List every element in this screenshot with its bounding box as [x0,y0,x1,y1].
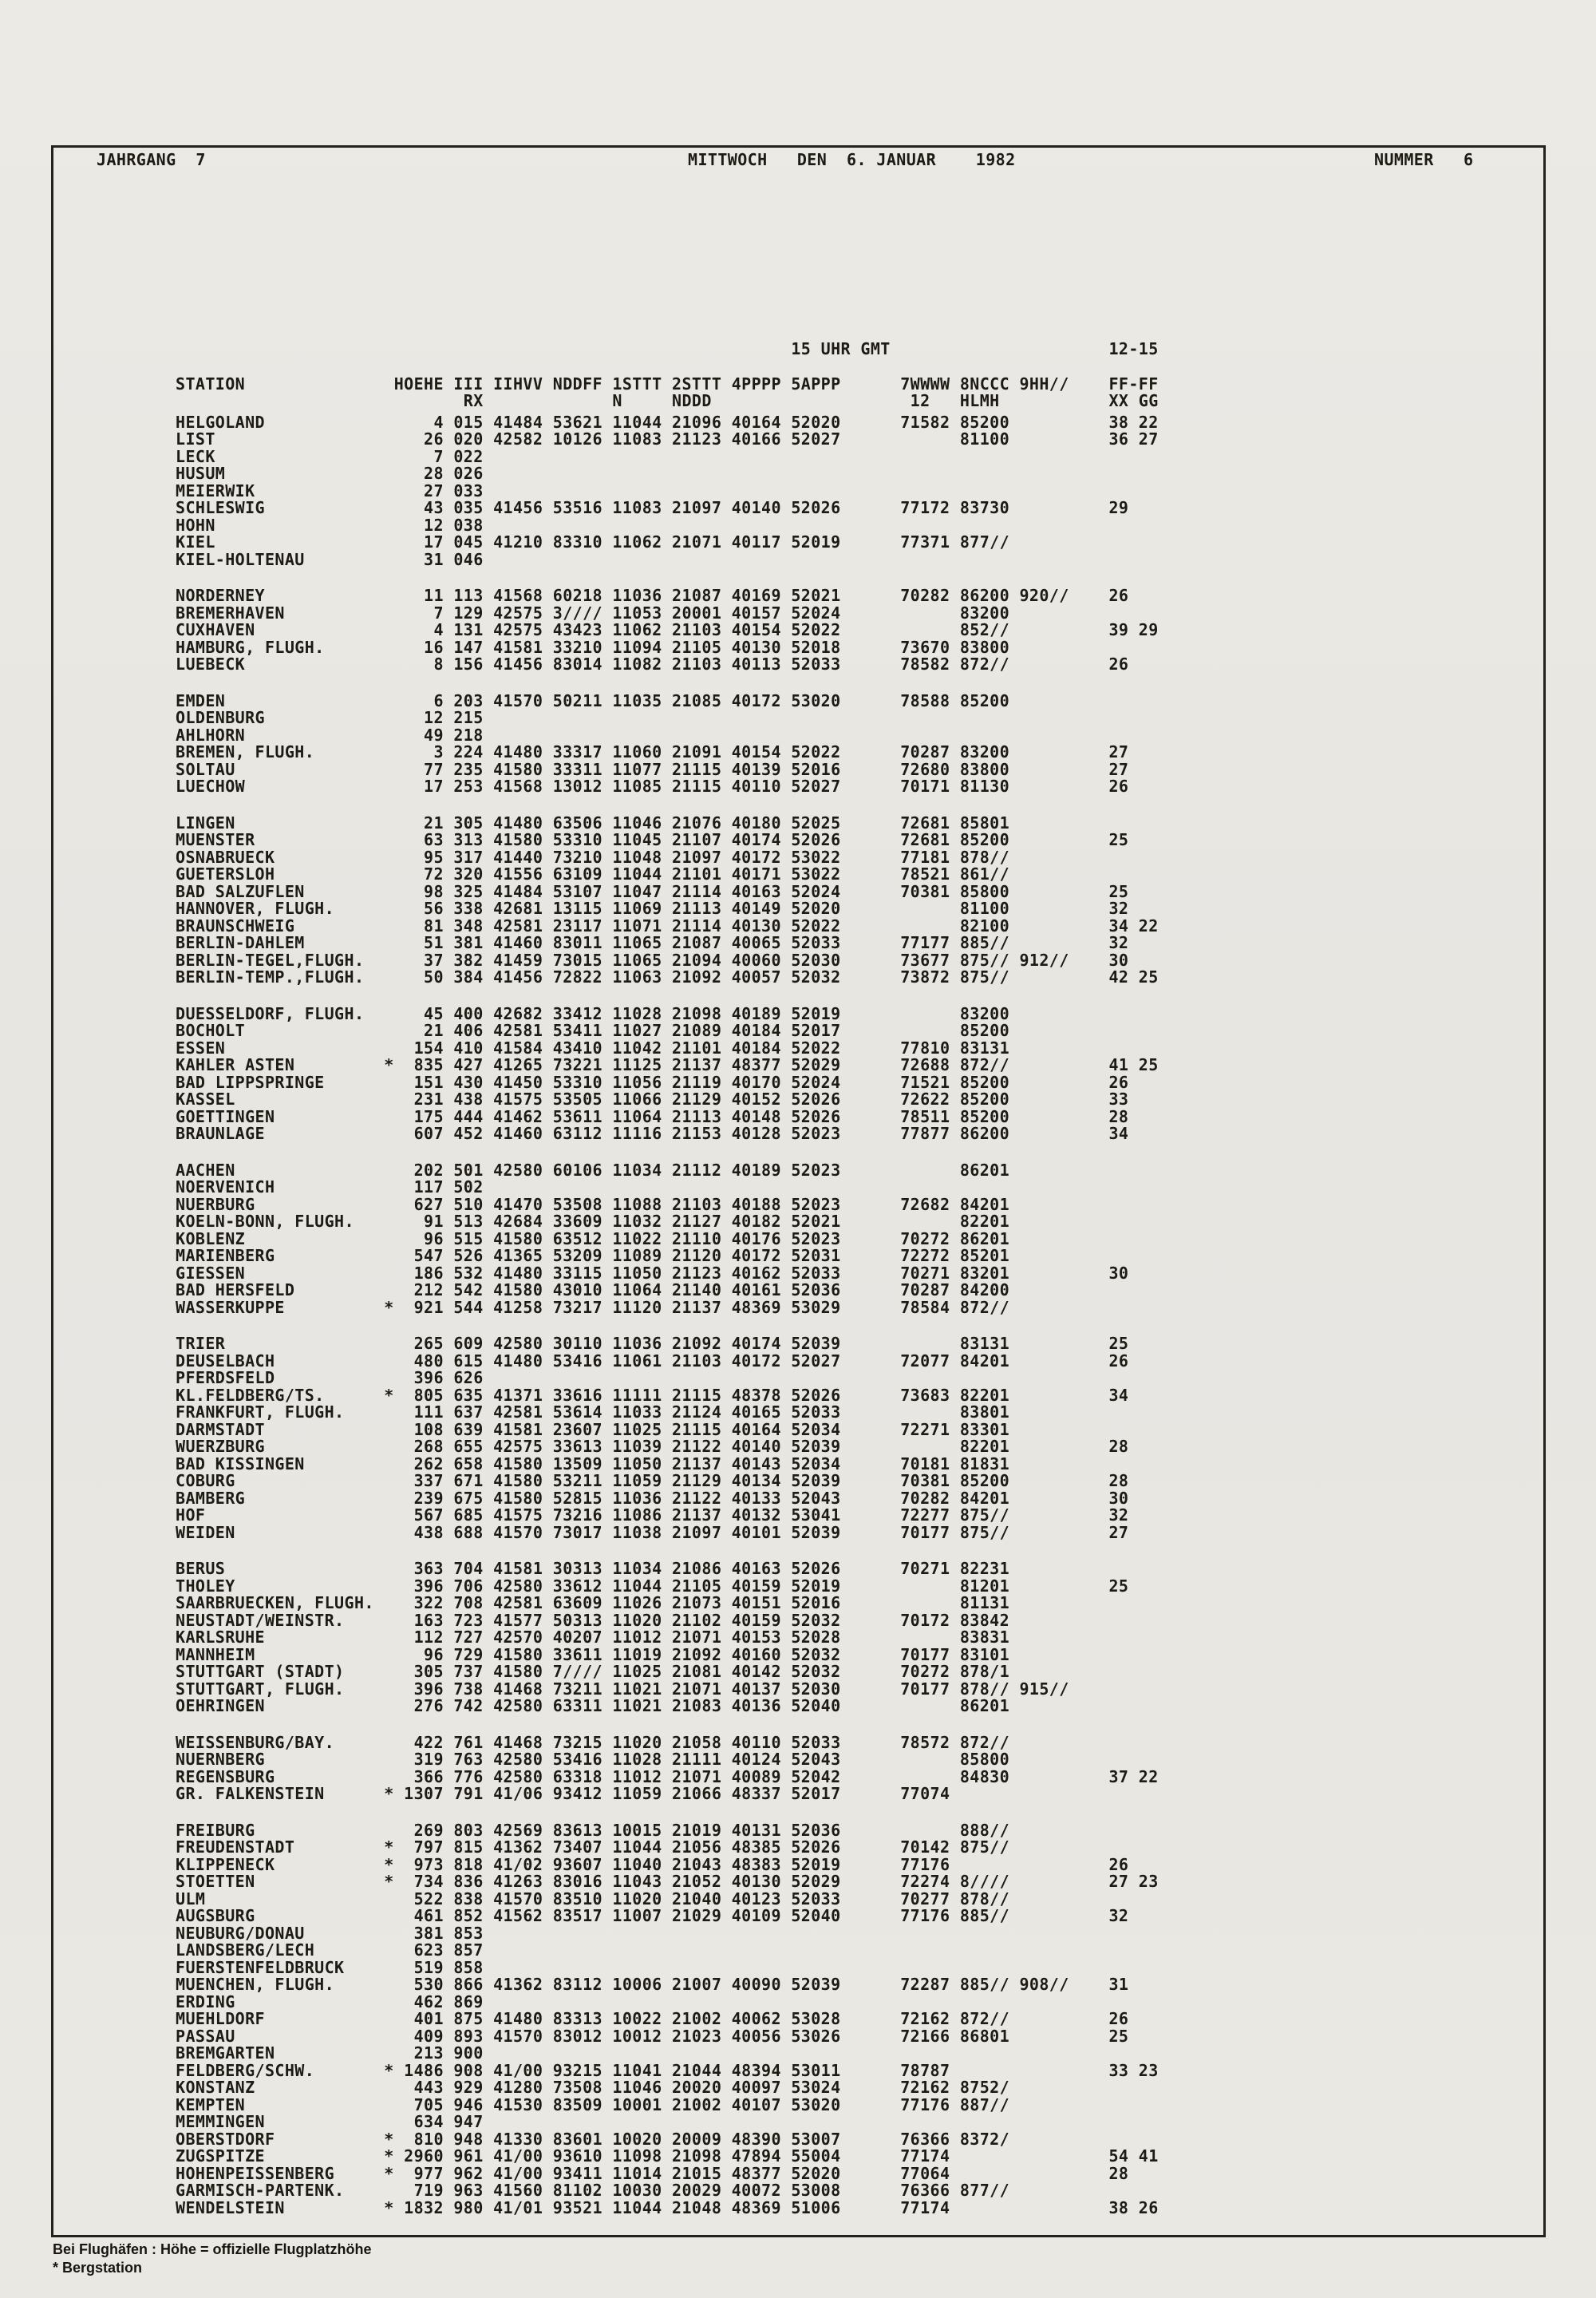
gmt-time-line: 15 UHR GMT 12-15 [176,339,1159,358]
station-row: WASSERKUPPE * 921 544 41258 73217 11120 21137 48369 53029 78584 872// [176,1297,1109,1317]
station-row: BREMERHAVEN 7 129 42575 3//// 11053 20001 40157 52024 83200 [176,603,1109,623]
station-row: REGENSBURG 366 776 42580 63318 11012 21071 40089 52042 84830 37 22 [176,1766,1159,1786]
station-row: BERLIN-DAHLEM 51 381 41460 83011 11065 21087 40065 52033 77177 885// 32 [176,933,1129,952]
station-row: ZUGSPITZE * 2960 961 41/00 93610 11098 21098 47894 55004 77174 54 41 [176,2146,1159,2165]
station-row: LECK 7 022 [176,446,1109,466]
station-row: KL.FELDBERG/TS. * 805 635 41371 33616 11111 21115 48378 52026 73683 82201 34 [176,1385,1129,1405]
station-row: EMDEN 6 203 41570 50211 11035 21085 40172 53020 78588 85200 [176,690,1109,710]
station-row: BERUS 363 704 41581 30313 11034 21086 40163 52026 70271 82231 [176,1559,1109,1578]
station-row: KIEL 17 045 41210 83310 11062 21071 40117 52019 77371 877// [176,532,1109,552]
masthead-nummer: NUMMER 6 [1374,150,1474,169]
station-row: WEISSENBURG/BAY. 422 761 41468 73215 11020 21058 40110 52033 78572 872// [176,1732,1109,1752]
station-row: WEIDEN 438 688 41570 73017 11038 21097 40101 52039 70177 875// 27 [176,1522,1129,1542]
station-row: HANNOVER, FLUGH. 56 338 42681 13115 11069 21113 40149 52020 81100 32 [176,899,1129,918]
group-separator [176,568,1159,587]
station-row: SAARBRUECKEN, FLUGH. 322 708 42581 63609 11026 21073 40151 52016 81131 [176,1593,1109,1612]
station-row: HELGOLAND 4 015 41484 53621 11044 21096 40164 52020 71582 85200 38 22 [176,412,1159,432]
station-row: BREMEN, FLUGH. 3 224 41480 33317 11060 21091 40154 52022 70287 83200 27 [176,742,1129,761]
station-row: MUENSTER 63 313 41580 53310 11045 21107 40174 52026 72681 85200 25 [176,830,1129,849]
station-row: FREUDENSTADT * 797 815 41362 73407 11044 21056 48385 52026 70142 875// [176,1837,1109,1857]
station-row: GIESSEN 186 532 41480 33115 11050 21123 40162 52033 70271 83201 30 [176,1263,1129,1283]
station-row: BRAUNSCHWEIG 81 348 42581 23117 11071 21114 40130 52022 82100 34 22 [176,916,1159,935]
station-row: NUERNBERG 319 763 42580 53416 11028 21111 40124 52043 85800 [176,1750,1109,1769]
station-row: KASSEL 231 438 41575 53505 11066 21129 40152 52026 72622 85200 33 [176,1090,1129,1109]
station-row: MEIERWIK 27 033 [176,481,1109,500]
station-row: MANNHEIM 96 729 41580 33611 11019 21092 40160 52032 70177 83101 [176,1644,1109,1664]
station-row: WENDELSTEIN * 1832 980 41/01 93521 11044 21048 48369 51006 77174 38 26 [176,2197,1159,2217]
station-row: BAD HERSFELD 212 542 41580 43010 11064 21140 40161 52036 70287 84200 [176,1280,1109,1299]
station-row: DEUSELBACH 480 615 41480 53416 11061 21103 40172 52027 72077 84201 26 [176,1351,1129,1370]
station-row: KEMPTEN 705 946 41530 83509 10001 21002 40107 53020 77176 887// [176,2094,1109,2114]
station-row: BOCHOLT 21 406 42581 53411 11027 21089 40184 52017 85200 [176,1021,1109,1040]
station-row: FRANKFURT, FLUGH. 111 637 42581 53614 11033 21124 40165 52033 83801 [176,1402,1109,1422]
station-row: HOHN 12 038 [176,515,1109,535]
station-row: ULM 522 838 41570 83510 11020 21040 40123 52033 70277 878// [176,1889,1109,1908]
station-row: AUGSBURG 461 852 41562 83517 11007 21029 40109 52040 77176 885// 32 [176,1906,1129,1925]
station-row: BERLIN-TEGEL,FLUGH. 37 382 41459 73015 11065 21094 40060 52030 73677 875// 912// 30 [176,950,1129,970]
station-row: THOLEY 396 706 42580 33612 11044 21105 40159 52019 81201 25 [176,1576,1129,1596]
group-separator [176,1316,1159,1335]
station-row: DARMSTADT 108 639 41581 23607 11025 21115 40164 52034 72271 83301 [176,1419,1109,1439]
station-row: HOF 567 685 41575 73216 11086 21137 40132 53041 72277 875// 32 [176,1505,1129,1525]
station-row: KONSTANZ 443 929 41280 73508 11046 20020 40097 53024 72162 8752/ [176,2078,1109,2097]
footnote-bergstation: * Bergstation [53,2260,143,2276]
station-row: NEUBURG/DONAU 381 853 [176,1923,1109,1943]
group-separator [176,1715,1159,1734]
column-subheader-line: RX N NDDD 12 HLMH XX GG [176,391,1159,410]
station-row: BAMBERG 239 675 41580 52815 11036 21122 40133 52043 70282 84201 30 [176,1488,1129,1508]
station-row: DUESSELDORF, FLUGH. 45 400 42682 33412 11028 21098 40189 52019 83200 [176,1003,1109,1023]
footnote-flughafen-hoehe: Bei Flughäfen : Höhe = offizielle Flugplatzhöhe [53,2241,372,2257]
station-row: NOERVENICH 117 502 [176,1177,1109,1196]
station-row: NUERBURG 627 510 41470 53508 11088 21103 40188 52023 72682 84201 [176,1194,1109,1214]
station-row: GARMISCH-PARTENK. 719 963 41560 81102 10030 20029 40072 53008 76366 877// [176,2181,1109,2200]
station-row: OEHRINGEN 276 742 42580 63311 11021 21083 40136 52040 86201 [176,1696,1109,1715]
station-row: KAHLER ASTEN * 835 427 41265 73221 11125 21137 48377 52029 72688 872// 41 25 [176,1055,1159,1074]
station-row: GR. FALKENSTEIN * 1307 791 41/06 93412 11059 21066 48337 52017 77074 [176,1784,1109,1803]
station-row: NEUSTADT/WEINSTR. 163 723 41577 50313 11020 21102 40159 52032 70172 83842 [176,1610,1109,1630]
station-row: BREMGARTEN 213 900 [176,2043,1109,2063]
station-row: SOLTAU 77 235 41580 33311 11077 21115 40139 52016 72680 83800 27 [176,759,1129,779]
station-row: HAMBURG, FLUGH. 16 147 41581 33210 11094 21105 40130 52018 73670 83800 [176,637,1109,657]
station-row: ERDING 462 869 [176,1991,1109,2011]
station-row: BRAUNLAGE 607 452 41460 63112 11116 21153 40128 52023 77877 86200 34 [176,1124,1129,1143]
station-row: LUEBECK 8 156 41456 83014 11082 21103 40113 52033 78582 872// 26 [176,655,1129,674]
column-header-line: STATION HOEHE III IIHVV NDDFF 1STTT 2STTT 4PPPP 5APPP 7WWWW 8NCCC 9HH// FF-FF [176,374,1159,394]
station-row: PFERDSFELD 396 626 [176,1368,1109,1387]
station-row: COBURG 337 671 41580 53211 11059 21129 40134 52039 70381 85200 28 [176,1471,1129,1490]
station-row: FELDBERG/SCHW. * 1486 908 41/00 93215 11041 21044 48394 53011 78787 33 23 [176,2060,1159,2080]
station-row: HOHENPEISSENBERG * 977 962 41/00 93411 11014 21015 48377 52020 77064 28 [176,2163,1129,2183]
station-row: BAD KISSINGEN 262 658 41580 13509 11050 21137 40143 52034 70181 81831 [176,1454,1109,1473]
station-row: AHLHORN 49 218 [176,725,1109,745]
station-row: OLDENBURG 12 215 [176,708,1109,727]
station-row: BAD SALZUFLEN 98 325 41484 53107 11047 21114 40163 52024 70381 85800 25 [176,881,1129,901]
station-row: KIEL-HOLTENAU 31 046 [176,549,1109,569]
station-row: LUECHOW 17 253 41568 13012 11085 21115 40110 52027 70171 81130 26 [176,777,1129,796]
station-row: TRIER 265 609 42580 30110 11036 21092 40174 52039 83131 25 [176,1334,1129,1353]
station-row: LINGEN 21 305 41480 63506 11046 21076 40180 52025 72681 85801 [176,813,1109,833]
station-row: OSNABRUECK 95 317 41440 73210 11048 21097 40172 53022 77181 878// [176,847,1109,867]
station-row: FREIBURG 269 803 42569 83613 10015 21019 40131 52036 888// [176,1820,1109,1840]
group-separator [176,1541,1159,1560]
station-row: KLIPPENECK * 973 818 41/02 93607 11040 21043 48383 52019 77176 26 [176,1854,1129,1874]
station-data-table [176,341,1159,2217]
station-row: ESSEN 154 410 41584 43410 11042 21101 40184 52022 77810 83131 [176,1038,1109,1058]
group-separator [176,674,1159,693]
station-row: GUETERSLOH 72 320 41556 63109 11044 21101 40171 53022 78521 861// [176,864,1109,884]
group-separator [176,1143,1159,1162]
station-row: OBERSTDORF * 810 948 41330 83601 10020 20009 48390 53007 76366 8372/ [176,2129,1109,2149]
station-row: BERLIN-TEMP.,FLUGH. 50 384 41456 72822 11063 21092 40057 52032 73872 875// 42 25 [176,967,1159,987]
station-row: AACHEN 202 501 42580 60106 11034 21112 40189 52023 86201 [176,1160,1109,1180]
station-row: SCHLESWIG 43 035 41456 53516 11083 21097 40140 52026 77172 83730 29 [176,498,1129,517]
station-row: KOELN-BONN, FLUGH. 91 513 42684 33609 11032 21127 40182 52021 82201 [176,1212,1109,1231]
station-row: FUERSTENFELDBRUCK 519 858 [176,1957,1109,1977]
station-row: STUTTGART (STADT) 305 737 41580 7//// 11025 21081 40142 52032 70272 878/1 [176,1662,1109,1681]
station-row: NORDERNEY 11 113 41568 60218 11036 21087 40169 52021 70282 86200 920// 26 [176,586,1129,605]
group-separator [176,987,1159,1006]
station-row: MUEHLDORF 401 875 41480 83313 10022 21002 40062 53028 72162 872// 26 [176,2009,1129,2028]
station-row: WUERZBURG 268 655 42575 33613 11039 21122 40140 52039 82201 28 [176,1437,1129,1456]
group-separator [176,796,1159,815]
footnotes [53,2241,372,2277]
station-row: KARLSRUHE 112 727 42570 40207 11012 21071 40153 52028 83831 [176,1628,1109,1647]
station-row: KOBLENZ 96 515 41580 63512 11022 21110 40176 52023 70272 86201 [176,1228,1109,1248]
station-row: BAD LIPPSPRINGE 151 430 41450 53310 11056 21119 40170 52024 71521 85200 26 [176,1072,1129,1092]
station-row: PASSAU 409 893 41570 83012 10012 21023 40056 53026 72166 86801 25 [176,2026,1129,2046]
station-row: LIST 26 020 42582 10126 11083 21123 40166 52027 81100 36 27 [176,429,1159,449]
station-row: MARIENBERG 547 526 41365 53209 11089 21120 40172 52031 72272 85201 [176,1246,1109,1265]
station-row: HUSUM 28 026 [176,464,1109,483]
masthead-jahrgang: JAHRGANG 7 [97,150,206,169]
station-row: CUXHAVEN 4 131 42575 43423 11062 21103 40154 52022 852// 39 29 [176,620,1159,639]
station-row: STUTTGART, FLUGH. 396 738 41468 73211 11021 21071 40137 52030 70177 878// 915// [176,1679,1109,1699]
group-separator [176,1803,1159,1822]
station-row: LANDSBERG/LECH 623 857 [176,1940,1109,1960]
station-row: MEMMINGEN 634 947 [176,2112,1109,2131]
station-row: GOETTINGEN 175 444 41462 53611 11064 21113 40148 52026 78511 85200 28 [176,1106,1129,1126]
masthead-date: MITTWOCH DEN 6. JANUAR 1982 [688,150,1016,169]
station-row: MUENCHEN, FLUGH. 530 866 41362 83112 10006 21007 40090 52039 72287 885// 908// 31 [176,1975,1129,1994]
station-row: STOETTEN * 734 836 41263 83016 11043 21052 40130 52029 72274 8//// 27 23 [176,1872,1159,1891]
